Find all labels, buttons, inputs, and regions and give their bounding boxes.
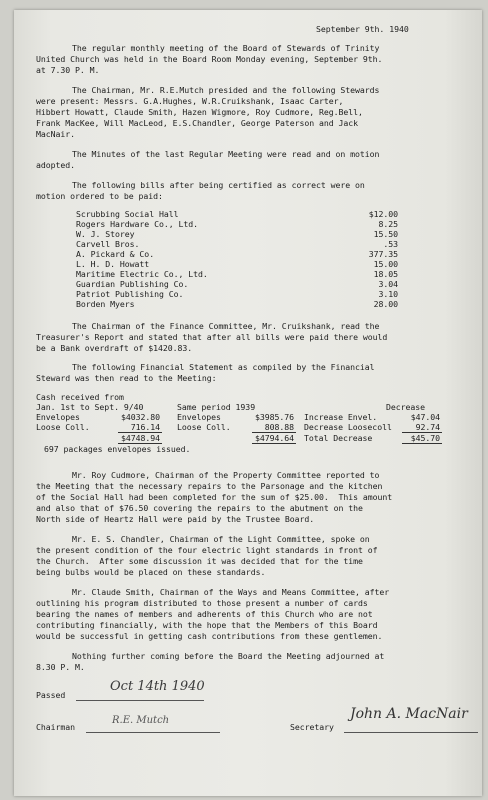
para3-line1: The Minutes of the last Regular Meeting were read and on motion [72,149,380,159]
row-value: $47.04 [410,412,440,422]
passed-line [76,700,204,701]
chairman-line [86,732,220,733]
bill-amount: 15.50 [373,229,398,239]
para9-line1: Mr. Claude Smith, Chairman of the Ways and Means Committee, after [72,587,390,597]
secretary-label: Secretary [290,722,334,732]
row-value: 808.88 [264,422,294,432]
para7-line3: of the Social Hall had been completed for the sum of $25.00. This amount [36,492,393,502]
para1-line3: at 7.30 P. M. [36,65,100,75]
bill-name: A. Pickard & Co. [76,249,155,259]
bill-name: Scrubbing Social Hall [76,209,179,219]
bill-amount: .53 [383,239,398,249]
para9-line2: outlining his program distributed to those present a number of cards [36,598,368,608]
para8-line1: Mr. E. S. Chandler, Chairman of the Light Committee, spoke on [72,534,370,544]
chairman-signature: R.E. Mutch [112,715,170,726]
para6-line1: The following Financial Statement as compiled by the Financial [72,362,375,372]
document-page [14,10,482,796]
row-label: Loose Coll. [36,422,90,432]
bill-name: Maritime Electric Co., Ltd. [76,269,208,279]
total-decrease-label: Total Decrease [304,433,373,443]
para10-line2: 8.30 P. M. [36,662,85,672]
para2-line5: MacNair. [36,129,76,139]
row-value: 716.14 [130,422,160,432]
para2-line2: were present: Messrs. G.A.Hughes, W.R.Cruikshank, Isaac Carter, [36,96,344,106]
para9-line3: bearing the names of members and adherents of this Church who are not [36,609,373,619]
bill-amount: 18.05 [373,269,398,279]
para8-line2: the present condition of the four electric light standards in front of [36,545,378,555]
para7-line2: the Meeting that the necessary repairs to the Parsonage and the kitchen [36,481,383,491]
para2-line1: The Chairman, Mr. R.E.Mutch presided and the following Stewards [72,85,380,95]
bill-amount: 3.10 [378,289,398,299]
col1-heading: Jan. 1st to Sept. 9/40 [36,402,144,412]
row-label: Decrease Loosecoll [304,422,392,432]
row-value: $3985.76 [254,412,294,422]
para8-line4: being bulbs would be placed on these standards. [36,567,266,577]
bill-name: L. H. D. Howatt [76,259,150,269]
para5-line1: The Chairman of the Finance Committee, Mr. Cruikshank, read the [72,321,380,331]
bill-name: Guardian Publishing Co. [76,279,189,289]
para6-line2: Steward was then read to the Meeting: [36,373,217,383]
packages-note: 697 packages envelopes issued. [44,444,191,454]
total-decrease-value: $45.70 [410,433,440,443]
bill-amount: 28.00 [373,299,398,309]
bill-name: Borden Myers [76,299,135,309]
para5-line2: Treasurer's Report and stated that after all bills were paid there would [36,332,388,342]
underline [402,443,442,444]
para5-line3: be a Bank overdraft of $1420.83. [36,343,193,353]
bill-name: Carvell Bros. [76,239,140,249]
row-value: $4032.80 [120,412,160,422]
bill-name: Patriot Publishing Co. [76,289,184,299]
para7-line5: North side of Heartz Hall were paid by the Trustee Board. [36,514,315,524]
passed-label: Passed [36,690,66,700]
row-value: 92.74 [415,422,440,432]
para4-line1: The following bills after being certified as correct were on [72,180,365,190]
meeting-date: September 9th. 1940 [316,24,409,34]
cash-received-label: Cash received from [36,392,124,402]
col3-heading: Decrease [386,402,426,412]
col2-heading: Same period 1939 [177,402,256,412]
para8-line3: the Church. After some discussion it was decided that for the time [36,556,363,566]
para2-line3: Hibbert Howatt, Claude Smith, Hazen Wigmore, Roy Cudmore, Reg.Bell, [36,107,363,117]
row-label: Loose Coll. [177,422,231,432]
bill-name: Rogers Hardware Co., Ltd. [76,219,198,229]
bill-amount: 3.04 [378,279,398,289]
underline [252,443,296,444]
para1-line1: The regular monthly meeting of the Board of Stewards of Trinity [72,43,380,53]
bill-amount: 15.00 [373,259,398,269]
bill-amount: 377.35 [368,249,398,259]
bill-amount: 8.25 [378,219,398,229]
passed-date-handwritten: Oct 14th 1940 [110,679,205,694]
total-current: $4748.94 [120,433,160,443]
secretary-signature: John A. MacNair [350,706,468,722]
para4-line2: motion ordered to be paid: [36,191,163,201]
para1-line2: United Church was held in the Board Room Monday evening, September 9th. [36,54,383,64]
secretary-line [344,732,478,733]
total-previous: $4794.64 [254,433,294,443]
para9-line5: would be successful in getting cash contributions from these gentlemen. [36,631,383,641]
para10-line1: Nothing further coming before the Board the Meeting adjourned at [72,651,385,661]
bill-name: W. J. Storey [76,229,135,239]
row-label: Envelopes [177,412,221,422]
para7-line1: Mr. Roy Cudmore, Chairman of the Property Committee reported to [72,470,380,480]
row-label: Increase Envel. [304,412,378,422]
para7-line4: and also that of $76.50 covering the repairs to the abutment on the [36,503,363,513]
para2-line4: Frank MacKee, Will MacLeod, E.S.Chandler, George Paterson and Jack [36,118,359,128]
para3-line2: adopted. [36,160,76,170]
row-label: Envelopes [36,412,80,422]
chairman-label: Chairman [36,722,76,732]
para9-line4: contributing financially, with the hope that the Members of this Board [36,620,378,630]
bill-amount: $12.00 [368,209,398,219]
